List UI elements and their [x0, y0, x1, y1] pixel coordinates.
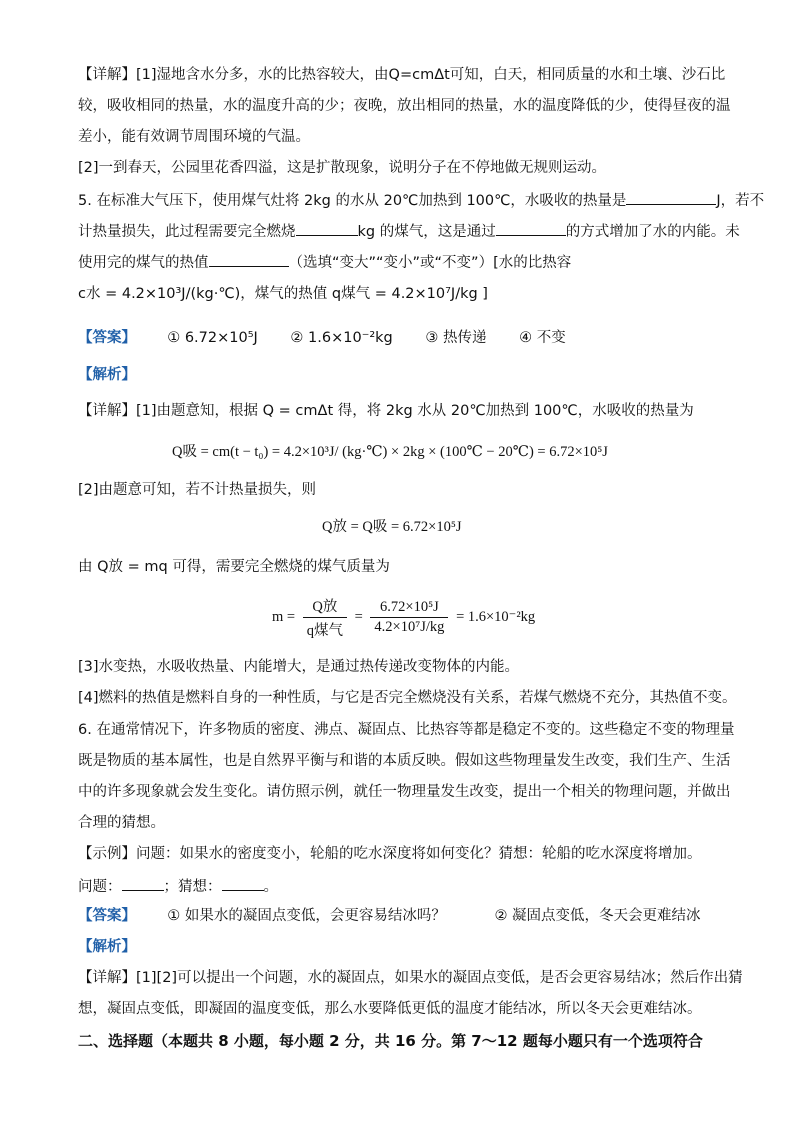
explanation-line-3: 差小，能有效调节周围环境的气温。 — [78, 129, 310, 145]
explanation-line-2: 较，吸收相同的热量，水的温度升高的少；夜晚，放出相同的热量，水的温度降低的少，使得昼夜的温 — [78, 98, 731, 114]
question-5-text-f: 使用完的煤气的热值 — [78, 255, 209, 271]
answer-blank-2[interactable] — [296, 220, 358, 236]
question-6-period: 。 — [263, 879, 278, 895]
explanation-line-4: [2]一到春天，公园里花香四溢，这是扩散现象，说明分子在不停地做无规则运动。 — [78, 160, 607, 176]
equation-gas-mass — [272, 595, 535, 640]
detail-5-line-1: 【详解】[1]由题意知，根据 Q = cmΔt 得，将 2kg 水从 20℃加热到 100℃，水吸收的热量为 — [78, 403, 694, 419]
answer-label: 【答案】 — [78, 330, 136, 346]
equation-mass-rhs: = 1.6×10⁻²kg — [456, 608, 536, 625]
answer-blank-3[interactable] — [496, 220, 566, 236]
question-5-text-e: 的方式增加了水的内能。未 — [565, 224, 740, 240]
question-6-question-label: 问题： — [78, 879, 122, 895]
answer-5-4: ④ 不变 — [519, 330, 566, 346]
answer-6-2: ② 凝固点变低，冬天会更难结冰 — [494, 908, 701, 924]
question-5-text-a: 5. 在标准大气压下，使用煤气灶将 2kg 的水从 20℃加热到 100℃，水吸收的热量是 — [78, 193, 627, 209]
question-6-line-3: 中的许多现象就会发生变化。请仿照示例，就任一物理量发生改变，提出一个相关的物理问题，并做出 — [78, 784, 731, 800]
answer-5-1: ① 6.72×10⁵J — [167, 330, 258, 346]
question-5-text-b: J，若不 — [716, 193, 765, 209]
answer-blank-guess[interactable] — [222, 875, 264, 891]
detail-6-line-1: 【详解】[1][2]可以提出一个问题，水的凝固点，如果水的凝固点变低，是否会更容易结冰；然后作出猜 — [78, 970, 743, 986]
question-5-text-c: 计热量损失，此过程需要完全燃烧 — [78, 224, 296, 240]
question-5-line-1 — [78, 189, 765, 211]
question-5-line-3 — [78, 251, 718, 273]
detail-5-line-2: [2]由题意可知，若不计热量损失，则 — [78, 482, 317, 498]
equation-heat-absorbed: Q吸 = cm(t − t₀) = 4.2×10³J/ (kg·℃) × 2kg × (100℃ − 20℃) = 6.72×10⁵J — [172, 444, 608, 460]
answer-label-6: 【答案】 — [78, 908, 136, 924]
section-2-heading: 二、选择题（本题共 8 小题，每小题 2 分，共 16 分。第 7～12 题每小题只有一个选项符合 — [78, 1032, 703, 1050]
analysis-label: 【解析】 — [78, 367, 136, 383]
equation-heat-balance: Q放 = Q吸 = 6.72×10⁵J — [322, 519, 462, 535]
analysis-label-6: 【解析】 — [78, 939, 136, 955]
fraction-symbolic-numerator: Q放 — [303, 595, 347, 618]
explanation-line-1: 【详解】[1]湿地含水分多，水的比热容较大，由Q=cmΔt可知，白天，相同质量的水和土壤、沙石比 — [78, 67, 726, 83]
answer-5-3: ③ 热传递 — [425, 330, 487, 346]
detail-5-line-3: 由 Q放 = mq 可得，需要完全燃烧的煤气质量为 — [78, 559, 390, 575]
answer-5-2: ② 1.6×10⁻²kg — [290, 330, 393, 346]
fraction-numeric — [370, 599, 448, 636]
detail-5-line-5: [4]燃料的热值是燃料自身的一种性质，与它是否完全燃烧没有关系，若煤气燃烧不充分，其热值不变。 — [78, 690, 737, 706]
answer-blank-4[interactable] — [209, 251, 289, 267]
question-5-text-d: kg 的煤气，这是通过 — [357, 224, 496, 240]
question-6-example: 【示例】问题：如果水的密度变小，轮船的吃水深度将如何变化？猜想：轮船的吃水深度将增加。 — [78, 846, 702, 862]
question-6-line-2: 既是物质的基本属性，也是自然界平衡与和谐的本质反映。假如这些物理量发生改变，我们生产、生活 — [78, 753, 731, 769]
answer-blank-question[interactable] — [122, 875, 164, 891]
fraction-symbolic-denominator: q煤气 — [306, 623, 343, 639]
answer-row-6 — [78, 906, 718, 926]
fraction-numeric-denominator: 4.2×10⁷J/kg — [374, 619, 445, 635]
question-6-guess-label: ；猜想： — [163, 879, 222, 895]
fraction-symbolic — [303, 595, 347, 640]
question-6-line-4: 合理的猜想。 — [78, 815, 165, 831]
answer-blank-1[interactable] — [626, 189, 716, 205]
question-5-line-2 — [78, 220, 740, 242]
fraction-numeric-numerator: 6.72×10⁵J — [370, 599, 448, 618]
question-5-text-g: （选填“变大”“变小”或“不变”）[水的比热容 — [288, 255, 572, 271]
detail-6-line-2: 想，凝固点变低，即凝固的温度变低，那么水要降低更低的温度才能结冰，所以冬天会更难结冰。 — [78, 1001, 702, 1017]
question-6-line-1: 6. 在通常情况下，许多物质的密度、沸点、凝固点、比热容等都是稳定不变的。这些稳定不变的物理量 — [78, 722, 735, 738]
question-5-constants: c水 = 4.2×10³J/(kg·℃)，煤气的热值 q煤气 = 4.2×10⁷J/kg ] — [78, 286, 488, 302]
equation-mass-lhs: m = — [272, 608, 296, 625]
detail-5-line-4: [3]水变热，水吸收热量、内能增大，是通过热传递改变物体的内能。 — [78, 659, 520, 675]
equals-sign: = — [354, 608, 363, 625]
answer-6-1: ① 如果水的凝固点变低，会更容易结冰吗？ — [167, 908, 446, 924]
question-6-prompt — [78, 875, 718, 897]
answer-row-5 — [78, 328, 718, 348]
